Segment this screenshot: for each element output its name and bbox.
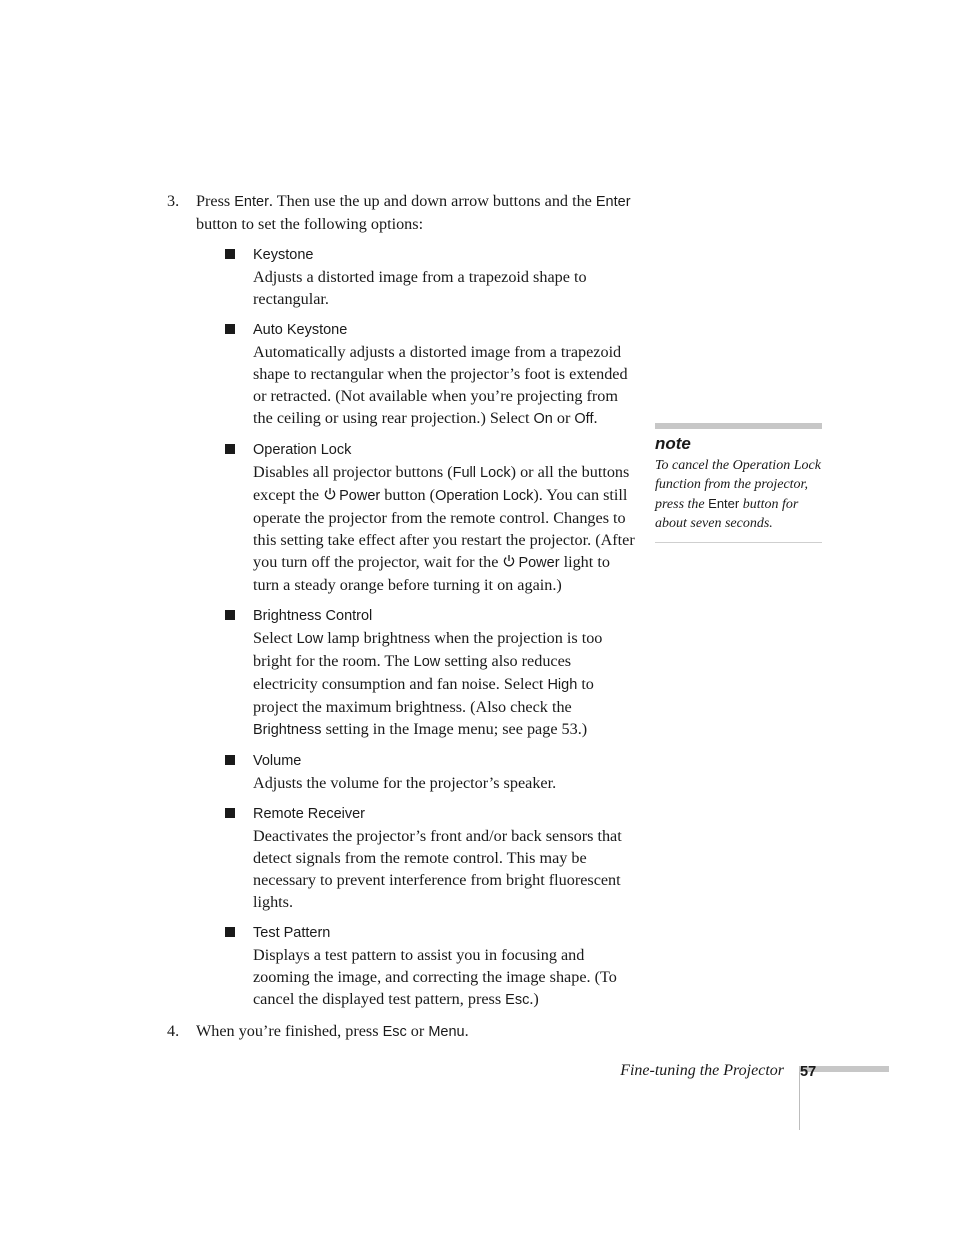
power-icon <box>324 487 336 501</box>
ui-term-enter: Enter <box>708 496 740 511</box>
ui-term-full-lock: Full Lock <box>452 465 511 481</box>
option-keystone <box>225 244 637 310</box>
step-3-text <box>196 190 637 235</box>
ui-term-high: High <box>547 677 578 693</box>
footer-section-title: Fine-tuning the Projector <box>620 1062 784 1079</box>
option-name: Test Pattern <box>253 925 331 941</box>
bullet-square-icon <box>225 808 235 818</box>
text-run: . <box>593 409 598 427</box>
ui-term-operation-lock: Operation Lock <box>435 488 534 504</box>
text-run: Select <box>253 629 297 647</box>
footer-divider <box>799 1072 800 1130</box>
text-run: to project the maximum brightness. (Also check the <box>253 675 594 716</box>
ui-term-enter: Enter <box>234 194 269 210</box>
note-sidebar <box>655 423 822 543</box>
text-run: . <box>464 1022 469 1040</box>
ui-term-power: Power <box>518 555 560 571</box>
text-run: .) <box>529 990 539 1008</box>
option-description <box>253 627 637 741</box>
option-remote-receiver <box>225 803 637 913</box>
text-run: or <box>552 409 575 427</box>
option-description: Deactivates the projector’s front and/or back sensors that detect signals from the remote control. This may be necessary to prevent interference from bright fluorescent lights. <box>253 827 622 911</box>
bullet-square-icon <box>225 324 235 334</box>
text-run: button to set the following options: <box>196 215 424 233</box>
text-run: Displays a test pattern to assist you in focusing and zooming the image, and correcting the image shape. (To cancel the displayed test pattern, press <box>253 946 617 1008</box>
step-4-text <box>196 1020 637 1043</box>
option-volume <box>225 750 637 794</box>
ui-term-power: Power <box>339 488 381 504</box>
text-run: Press <box>196 192 235 210</box>
text-run: setting in the Image menu; see page 53.) <box>321 720 588 738</box>
step-number: 4. <box>167 1022 180 1040</box>
text-run: When you’re finished, press <box>196 1022 383 1040</box>
bullet-square-icon <box>225 755 235 765</box>
text-run: button ( <box>380 486 436 504</box>
option-name: Remote Receiver <box>253 806 366 822</box>
text-run: To cancel the Operation Lock function from the projector, press the <box>655 458 821 512</box>
ui-term-enter: Enter <box>595 194 631 210</box>
option-brightness-control <box>225 605 637 741</box>
text-run: ). You can still operate the projector from the remote control. Changes to this setting take effect after you restart the projector. (After you turn off the projector, wait for the <box>253 486 635 571</box>
step-4 <box>167 1020 637 1043</box>
ui-term-off: Off <box>574 411 594 427</box>
text-run: Disables all projector buttons ( <box>253 463 453 481</box>
bullet-square-icon <box>225 610 235 620</box>
power-icon <box>503 554 515 568</box>
option-description: Adjusts a distorted image from a trapezoid shape to rectangular. <box>253 268 587 308</box>
text-run: or <box>406 1022 429 1040</box>
page-number: 57 <box>800 1064 817 1080</box>
text-run: setting also reduces electricity consumption and fan noise. Select <box>253 652 572 693</box>
bullet-square-icon <box>225 249 235 259</box>
option-name: Volume <box>253 753 302 769</box>
text-run: Automatically adjusts a distorted image from a trapezoid shape to rectangular when the projector’s foot is extended or retracted. (Not available when you’re projecting from the ceiling or using rear projection.) Select <box>253 343 628 427</box>
text-run: button for about seven seconds. <box>655 497 799 531</box>
ui-term-low: Low <box>296 631 324 647</box>
option-name: Operation Lock <box>253 442 352 458</box>
note-text <box>655 456 822 543</box>
option-description: Adjusts the volume for the projector’s speaker. <box>253 774 557 792</box>
ui-term-brightness: Brightness <box>253 722 322 738</box>
option-operation-lock <box>225 439 637 596</box>
step-3 <box>167 190 637 1011</box>
note-top-bar <box>655 423 822 429</box>
note-title: note <box>655 434 691 453</box>
option-name: Keystone <box>253 247 314 263</box>
option-auto-keystone <box>225 319 637 430</box>
ui-term-esc: Esc <box>382 1024 407 1040</box>
text-run: . Then use the up and down arrow buttons and the <box>268 192 596 210</box>
option-description <box>253 341 637 430</box>
ui-term-menu: Menu <box>428 1024 465 1040</box>
option-description <box>253 461 637 596</box>
text-run: lamp brightness when the projection is too bright for the room. The <box>253 629 603 670</box>
step-number: 3. <box>167 192 180 210</box>
bullet-square-icon <box>225 927 235 937</box>
options-list <box>225 244 637 1011</box>
main-body <box>167 190 637 1043</box>
ui-term-on: On <box>533 411 553 427</box>
bullet-square-icon <box>225 444 235 454</box>
option-name: Brightness Control <box>253 608 373 624</box>
option-description <box>253 944 637 1011</box>
ui-term-esc: Esc <box>505 992 530 1008</box>
option-name: Auto Keystone <box>253 322 348 338</box>
ui-term-low: Low <box>413 654 441 670</box>
text-run: light to turn a steady orange before turning it on again.) <box>253 553 610 594</box>
text-run: ) or all the buttons except the <box>253 463 630 504</box>
option-test-pattern <box>225 922 637 1011</box>
